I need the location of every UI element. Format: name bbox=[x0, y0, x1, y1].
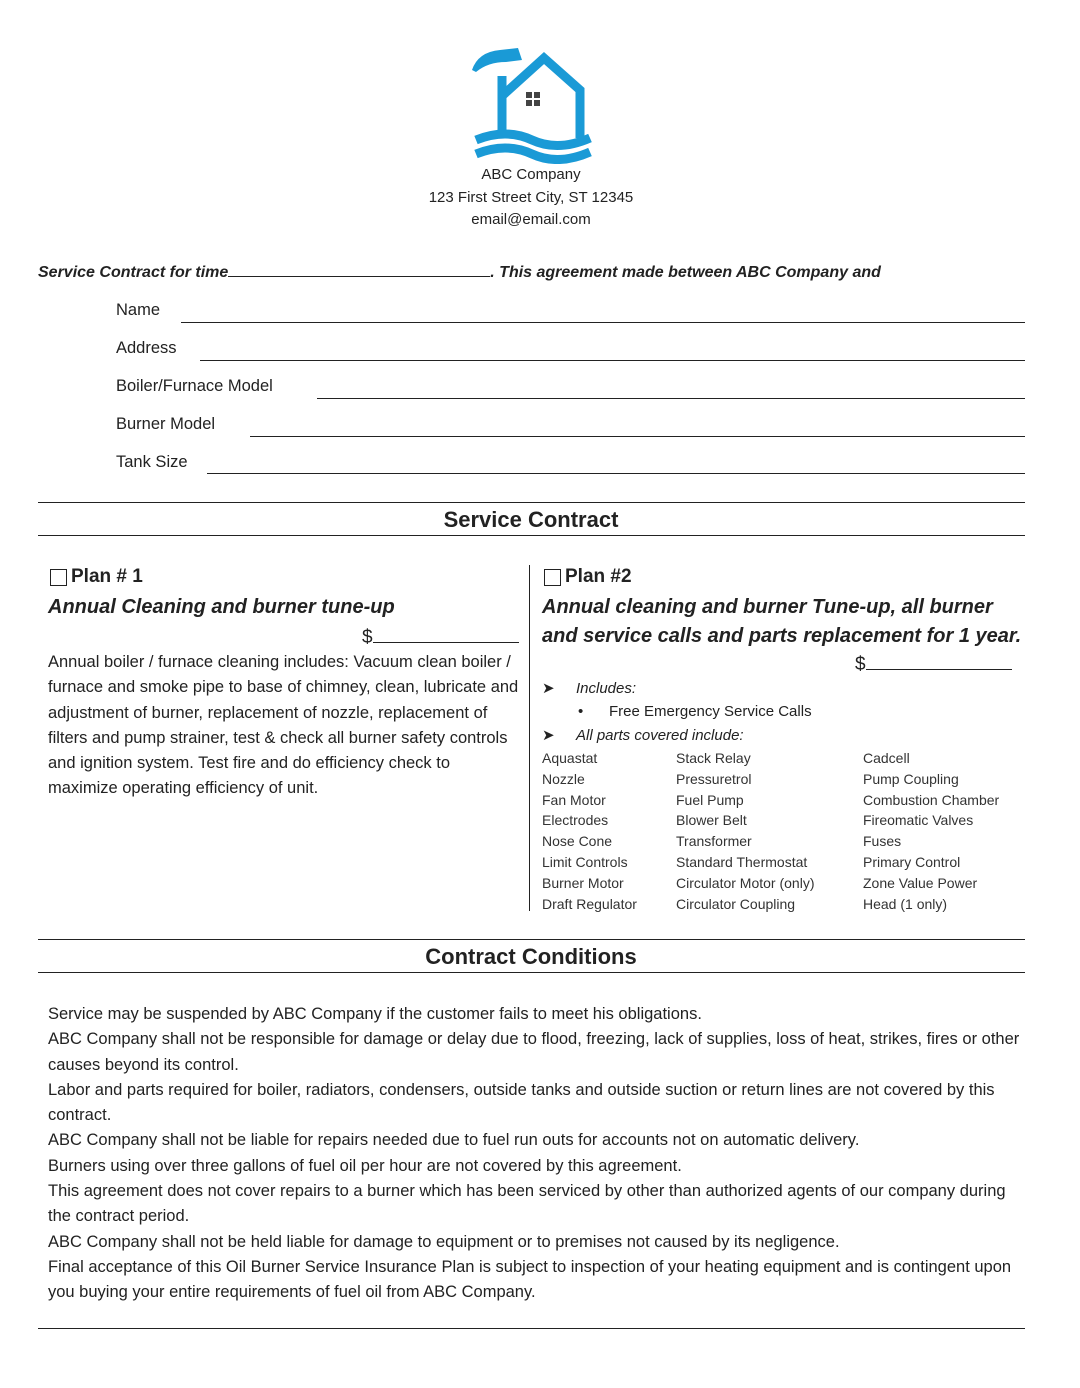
column-divider bbox=[529, 565, 530, 911]
burner-label: Burner Model bbox=[116, 415, 216, 433]
part-item: Combustion Chamber bbox=[863, 791, 1000, 808]
plan1-subtitle: Annual Cleaning and burner tune-up bbox=[48, 596, 395, 618]
plan2-subtitle: Annual cleaning and burner Tune-up, all burner and service calls and parts replacement for 1 year. bbox=[542, 596, 1022, 647]
plan1-price-field[interactable] bbox=[373, 624, 519, 643]
condition-item: ABC Company shall not be liable for repairs needed due to fuel run outs for accounts not on automatic delivery. bbox=[48, 1131, 860, 1150]
service-contract-title: Service Contract bbox=[443, 507, 619, 532]
parts-row bbox=[542, 726, 744, 744]
divider bbox=[38, 939, 1025, 940]
company-name: ABC Company bbox=[481, 166, 581, 183]
divider bbox=[38, 502, 1025, 503]
intro-line bbox=[38, 262, 881, 282]
part-item: Pump Coupling bbox=[863, 770, 959, 787]
condition-item: Final acceptance of this Oil Burner Service Insurance Plan is subject to inspection of your heating equipment and is contingent upon you buying your entire requirements of fuel oil from ABC Company. bbox=[48, 1257, 1012, 1302]
plan2-title: Plan #2 bbox=[565, 566, 632, 587]
condition-item: ABC Company shall not be responsible for damage or delay due to flood, freezing, lack of supplies, loss of heat, strikes, fires or other causes beyond its control. bbox=[48, 1030, 1020, 1074]
name-field[interactable] bbox=[181, 322, 1025, 323]
part-item: Head (1 only) bbox=[863, 895, 948, 912]
plan1-checkbox[interactable] bbox=[50, 569, 67, 586]
company-address: 123 First Street City, ST 12345 bbox=[428, 189, 634, 206]
condition-item: Burners using over three gallons of fuel oil per hour are not covered by this agreement. bbox=[48, 1156, 682, 1175]
burner-field[interactable] bbox=[250, 436, 1025, 437]
conditions-title: Contract Conditions bbox=[425, 944, 637, 969]
condition-item: This agreement does not cover repairs to a burner which has been serviced by other than authorized agents of our company during the contract period. bbox=[48, 1182, 1006, 1226]
name-label: Name bbox=[116, 301, 161, 319]
arrow-bullet-icon: ➤ bbox=[542, 680, 555, 697]
includes-item bbox=[578, 703, 812, 720]
part-item: Nozzle bbox=[542, 770, 585, 787]
plan2-price-field[interactable] bbox=[866, 651, 1012, 670]
currency-symbol: $ bbox=[855, 654, 866, 675]
part-item: Cadcell bbox=[863, 750, 910, 766]
part-item: Fireomatic Valves bbox=[863, 812, 974, 829]
plan1-description: Annual boiler / furnace cleaning includes: Vacuum clean boiler / furnace and smoke pipe to base of chimney, clean, lubricate and adjustment of burner, replacement of nozzle, replacement of filters and pump strainer, test & check all burner safety controls and ignition system. Test fire and do efficiency check to maximize operating efficiency of unit. bbox=[48, 653, 519, 798]
plan2-checkbox[interactable] bbox=[544, 569, 561, 586]
part-item: Circulator Coupling bbox=[676, 895, 796, 912]
part-item: Burner Motor bbox=[542, 874, 624, 891]
currency-symbol: $ bbox=[362, 627, 373, 648]
condition-item: ABC Company shall not be held liable for damage to equipment or to premises not caused by its negligence. bbox=[48, 1232, 840, 1251]
part-item: Fan Motor bbox=[542, 791, 606, 808]
plan1-heading bbox=[50, 566, 143, 588]
part-item: Zone Value Power bbox=[863, 874, 978, 891]
plan2-heading bbox=[544, 566, 632, 588]
conditions-list bbox=[48, 1002, 1020, 1306]
part-item: Stack Relay bbox=[676, 750, 751, 766]
bullet-icon: • bbox=[578, 703, 584, 720]
part-item: Pressuretrol bbox=[676, 770, 752, 787]
part-item: Fuel Pump bbox=[676, 791, 744, 808]
part-item: Electrodes bbox=[542, 812, 609, 829]
address-field[interactable] bbox=[200, 360, 1025, 361]
part-item: Aquastat bbox=[542, 750, 598, 766]
part-item: Nose Cone bbox=[542, 833, 613, 850]
includes-item-text: Free Emergency Service Calls bbox=[609, 703, 812, 720]
part-item: Fuses bbox=[863, 833, 902, 850]
part-item: Circulator Motor (only) bbox=[676, 874, 815, 891]
time-field[interactable] bbox=[228, 262, 490, 277]
plan1-title: Plan # 1 bbox=[71, 566, 143, 587]
part-item: Limit Controls bbox=[542, 853, 628, 870]
intro-suffix: . This agreement made between ABC Company and bbox=[490, 264, 881, 281]
divider bbox=[38, 1328, 1025, 1329]
tank-label: Tank Size bbox=[116, 453, 188, 471]
part-item: Transformer bbox=[676, 833, 752, 850]
part-item: Draft Regulator bbox=[542, 895, 637, 912]
divider bbox=[38, 972, 1025, 973]
divider bbox=[38, 535, 1025, 536]
condition-item: Service may be suspended by ABC Company if the customer fails to meet his obligations. bbox=[48, 1005, 702, 1023]
part-item: Primary Control bbox=[863, 853, 961, 870]
arrow-bullet-icon: ➤ bbox=[542, 727, 555, 744]
address-label: Address bbox=[116, 339, 177, 357]
parts-grid bbox=[542, 748, 1033, 914]
includes-label: Includes: bbox=[576, 679, 637, 697]
intro-prefix: Service Contract for time bbox=[38, 264, 229, 281]
parts-label: All parts covered include: bbox=[576, 726, 744, 744]
company-logo bbox=[466, 46, 594, 164]
tank-field[interactable] bbox=[207, 473, 1025, 474]
part-item: Blower Belt bbox=[676, 812, 747, 829]
model-field[interactable] bbox=[317, 398, 1025, 399]
condition-item: Labor and parts required for boiler, radiators, condensers, outside tanks and outside suction or return lines are not covered by this contract. bbox=[48, 1080, 995, 1125]
includes-row bbox=[542, 679, 636, 697]
company-email: email@email.com bbox=[471, 211, 591, 228]
model-label: Boiler/Furnace Model bbox=[116, 377, 273, 395]
plan2-price bbox=[855, 651, 1012, 676]
plan1-price bbox=[362, 624, 519, 649]
part-item: Standard Thermostat bbox=[676, 853, 808, 870]
